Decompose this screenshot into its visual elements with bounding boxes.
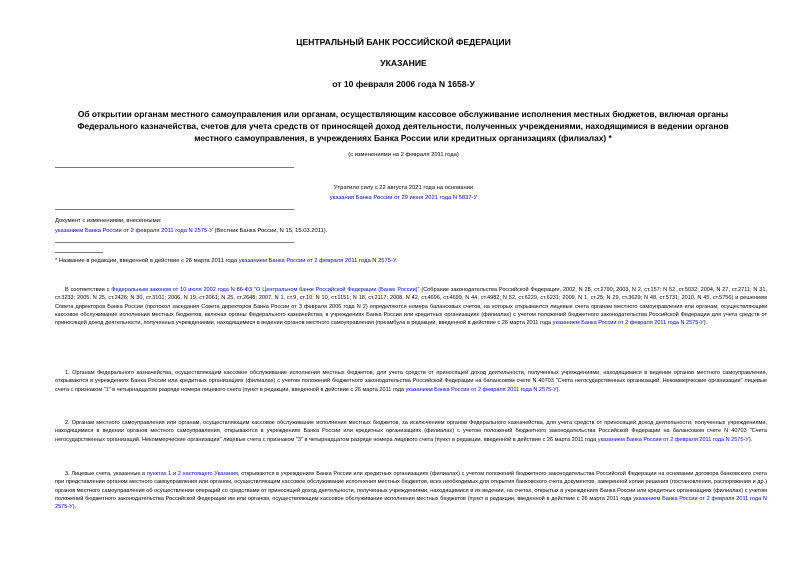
text-span: , открываются в учреждениях Банка России или кредитных организациях (филиалах) с учетом положений бюджетного законодательства Российской Федерации на основании договора банковского счета при представлении органом местного самоуправления или органом, осуществляющим кассовое обслуживание исполнения местных бюджетов, всех необходимых для открытия банковского счета документов, заверенной копии решения (постановления, распоряжения и др.) органов местного самоуправления об осуществлении операций со средствами от приносящей доход деятельности, полученных учреждениями, находящимися в их ведении, на счетах, открытых в учреждениях Банка России или кредитных организациях (филиалах) с учетом положений бюджетного законодательства Российской Федерации им или органом, осуществляющим кассовое обслуживание исполнения местных бюджетов (пункт в редакции, введенной в действие с 26 марта 2011 года	[55, 471, 767, 503]
lost-force-text: Утратило силу с 22 августа 2021 года на основании	[333, 185, 474, 191]
federal-law-link[interactable]: Федеральным законом от 10 июля 2002 года N 86-ФЗ "О Центральном банке Российской Федерации (Банке России)"	[111, 287, 420, 293]
text-span: 3. Лицевые счета, указанные в	[65, 471, 147, 477]
clause-3-paragraph	[55, 470, 767, 512]
amendment-link[interactable]: указанием Банка России от 2 февраля 2011 года N 2575-У	[552, 320, 704, 327]
document-changes-entry	[55, 226, 475, 236]
text-span: ).	[748, 436, 753, 443]
footnote	[55, 258, 755, 264]
text-span: 1. Органам Федерального казначейства, осуществляющим кассовое обслуживание исполнения местных бюджетов, для учета средств от приносящей доход деятельности, полученных учреждениями, находящимися в ведении органов местного самоуправления, открываются в учреждениях Банка России или кредитных организациях (филиалах) с учетом положений бюджетного законодательства Российской Федерации на балансовом счете N 40703 "Счета негосударственных организаций. Некоммерческие организации" лицевые счета с признаком "1" в четырнадцатом разряде номера лицевого счета (пункт в редакции, введенной в действие с 26 марта 2011 года	[55, 370, 767, 393]
amendment-source: (Вестник Банка России, N 15, 15.03.2011).	[212, 228, 328, 234]
text-span: 2. Органам местного самоуправления или органам, осуществляющим кассовое обслуживание исполнения местных бюджетов, за исключением органов Федерального казначейства, для учета средств от приносящей доход деятельности, полученных учреждениями, находящимися в ведении органов местного самоуправления, открываются в учреждениях Банка России или кредитных организациях (филиалах) с учетом положений бюджетного законодательства Российской Федерации на балансовом счете N 40703 "Счета негосударственных организаций. Некоммерческие организации" лицевые счета с признаком "3" в четырнадцатом разряде номера лицевого счета (пункт в редакции, введенной в действие с 26 марта 2011 года	[55, 420, 767, 443]
amendment-link[interactable]: указанием Банка России от 2 февраля 2011 года N 2575-У	[405, 386, 557, 393]
clause-1-paragraph	[55, 369, 767, 394]
text-span: и	[171, 471, 178, 477]
clause-2-paragraph	[55, 419, 767, 444]
footnote-divider	[55, 252, 103, 253]
amendments-note: (с изменениями на 2 февраля 2011 года)	[348, 152, 459, 158]
text-span: ).	[72, 504, 77, 511]
text-span: В соответствии с	[65, 287, 112, 293]
lost-force-notice	[300, 183, 507, 203]
divider	[55, 167, 294, 168]
footnote-link[interactable]: указанием Банка России от 2 февраля 2011 года N 2575-У	[238, 258, 396, 264]
document-changes-block	[55, 216, 475, 236]
clause-2-link[interactable]: 2 настоящего Указания	[177, 471, 238, 477]
text-span: (Собрание законодательства Российской Федерации, 2002, N 28, ст.2790; 2003, N 2, ст.157; N 52, ст.5032; 2004, N 27, ст.2711; N 31, ст.3233; 2005, N 25, ст.2426; N 30, ст.3101; 2006, N 19, ст.2061; N 25, ст.2648; 2007, N 1, ст.9, ст.10; N 10, ст.1151; N 18, ст.2117; 2008, N 42, ст.4696, ст.4699, N 44, ст.4982; N 52, ст.6229, ст.6231; 2009, N 1, ст.25; N 29, ст.3629; N 48, ст.5731; 2010, N 45, ст.5756) и решением Совета директоров Банка России (протокол заседания Совета директоров Банка России от 3 февраля 2006 года N 2) определяются номера балансовых счетов, на которых открываются лицевые счета органам местного самоуправления или органам, осуществляющим кассовое обслуживание исполнения местных бюджетов, включая органы Федерального казначейства, в учреждениях Банка России или кредитных организациях (филиалах) с учетом положений бюджетного законодательства Российской Федерации для учета средств от приносящей доход деятельности, полученных учреждениями, находящимися в ведении органов местного самоуправления (преамбула в редакции, введенной в действие с 26 марта 2011 года	[55, 287, 767, 327]
divider	[55, 209, 294, 210]
document-date-heading: от 10 февраля 2006 года N 1658-У	[332, 79, 475, 89]
text-span: ).	[703, 320, 708, 327]
footnote-end: .	[395, 258, 398, 264]
amendment-link[interactable]: указанием Банка России от 2 февраля 2011 года N 2575-У	[597, 436, 749, 443]
lost-force-link[interactable]: указания Банка России от 29 июня 2021 года N 5837-У	[329, 195, 478, 201]
issuer-heading: ЦЕНТРАЛЬНЫЙ БАНК РОССИЙСКОЙ ФЕДЕРАЦИИ	[296, 37, 511, 47]
amendment-link[interactable]: указанием Банка России от 2 февраля 2011 года N 2575-У	[55, 228, 213, 234]
document-changes-label: Документ с изменениями, внесенными:	[55, 218, 162, 224]
preamble-paragraph	[55, 286, 767, 328]
document-title: Об открытии органам местного самоуправления или органам, осуществляющим кассовое обслуживание исполнения местных бюджетов, включая органы Федерального казначейства, счетов для учета средств от приносящей доход деятельности, полученных учреждениями, находящимися в ведении органов местного самоуправления, в учреждениях Банка России или кредитных организациях (филиалах) *	[77, 109, 729, 143]
footnote-text: * Название в редакции, введенной в действие с 26 марта 2011 года	[55, 258, 239, 264]
amendment-link[interactable]: указанием Банка России от 2 февраля 2011 года N 2575-У	[55, 496, 767, 511]
document-type-heading: УКАЗАНИЕ	[380, 58, 427, 68]
clause-1-link[interactable]: пунктах 1	[146, 471, 172, 477]
text-span: ).	[556, 386, 561, 393]
divider	[55, 242, 294, 243]
